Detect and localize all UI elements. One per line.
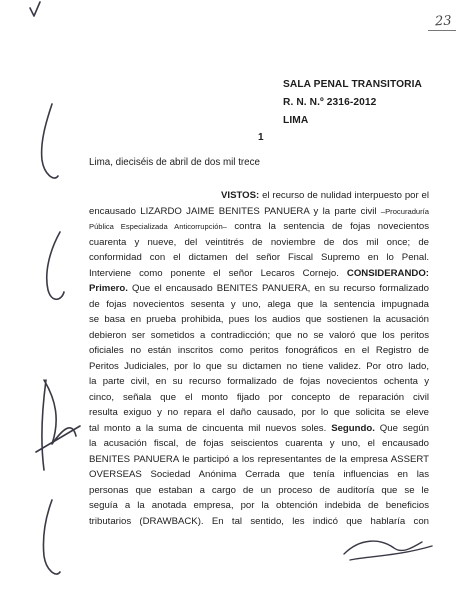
court-name: SALA PENAL TRANSITORIA bbox=[283, 79, 422, 90]
body-line: seguía a la anotada empresa, por la obtención indebida de beneficios bbox=[89, 500, 429, 511]
body-line: encausado LIZARDO JAIME BENITES PANUERA y la parte civil –Procuraduría bbox=[89, 205, 430, 217]
body-line: tal monto a la suma de cincuenta mil nuevos soles. Segundo. Que según bbox=[89, 422, 429, 434]
page-number: 23 bbox=[435, 13, 453, 30]
body-line: Pública Especializada Anticorrupción– contra la sentencia de fojas novecientos bbox=[89, 221, 429, 232]
body-line: cuarenta y nueve, del veintitrés de noviembre de dos mil once; de bbox=[89, 236, 429, 248]
body-line: se basa en prueba prohibida, pues los audios que sostienen la acusación bbox=[89, 314, 429, 325]
case-header bbox=[283, 76, 422, 130]
vistos-heading: VISTOS: bbox=[221, 190, 260, 201]
city-name: LIMA bbox=[283, 115, 309, 126]
page-number-underline bbox=[428, 30, 456, 31]
body-line: resulta exiguo y no repara el daño causado, por lo que solicita se eleve bbox=[89, 407, 429, 418]
considerando-heading: CONSIDERANDO: bbox=[346, 267, 429, 279]
body-line: oficiales no están inscritos como peritos fonográficos en el Registro de bbox=[89, 345, 429, 356]
body-line: conformidad con el dictamen del señor Fiscal Supremo en lo Penal. bbox=[89, 252, 429, 263]
body-line: Interviene como ponente el señor Lecaros Cornejo. CONSIDERANDO: bbox=[89, 267, 429, 279]
body-line: BENITES PANUERA le participó a los representantes de la empresa ASSERT bbox=[89, 453, 429, 465]
body-line: debieron ser sometidos a contradicción; que no se valoró que los peritos bbox=[89, 329, 429, 341]
body-line: la acusación fiscal, de fojas seiscientos cuarenta y uno, el encausado bbox=[89, 438, 429, 449]
body-line: personas que estaban a cargo de un proceso de auditoría que se le bbox=[89, 484, 429, 496]
defendant-name: LIZARDO JAIME BENITES PANUERA bbox=[140, 205, 310, 217]
body-line: Peritos Judiciales, por lo que su dictamen no tiene validez. Por otro lado, bbox=[89, 360, 429, 372]
signature-scribble bbox=[340, 528, 440, 568]
body-line: cinco, señala que el monto fijado por concepto de reparación civil bbox=[89, 391, 429, 403]
case-number: R. N. N.º 2316-2012 bbox=[283, 97, 377, 108]
body-line: OVERSEAS Sociedad Anónima Cerrada que tenía influencias en las bbox=[89, 469, 429, 480]
margin-initials bbox=[36, 380, 80, 470]
body-line: la parte civil, en su recurso formalizado de fojas novecientos ochenta y bbox=[89, 376, 429, 387]
margin-handwriting bbox=[0, 0, 100, 612]
body-line: Primero. Que el encausado BENITES PANUERA, en su recurso formalizado bbox=[89, 283, 429, 294]
body-line: VISTOS: el recurso de nulidad interpuesto por el bbox=[221, 190, 429, 201]
resolution-body bbox=[89, 188, 429, 529]
margin-stroke-lower bbox=[43, 500, 60, 574]
date-line: Lima, dieciséis de abril de dos mil trece bbox=[89, 157, 260, 168]
segundo-heading: Segundo. bbox=[331, 422, 375, 434]
margin-stroke-top bbox=[42, 104, 58, 178]
body-line: de fojas novecientos sesenta y uno, alega que la sentencia impugnada bbox=[89, 298, 429, 310]
folio-number: 1 bbox=[258, 132, 264, 143]
primero-heading: Primero. bbox=[89, 283, 128, 294]
body-line: tributarios (DRAWBACK). En tal sentido, les indicó que hablaría con bbox=[89, 515, 429, 527]
margin-stroke-mid bbox=[47, 232, 64, 299]
check-mark bbox=[30, 2, 40, 16]
